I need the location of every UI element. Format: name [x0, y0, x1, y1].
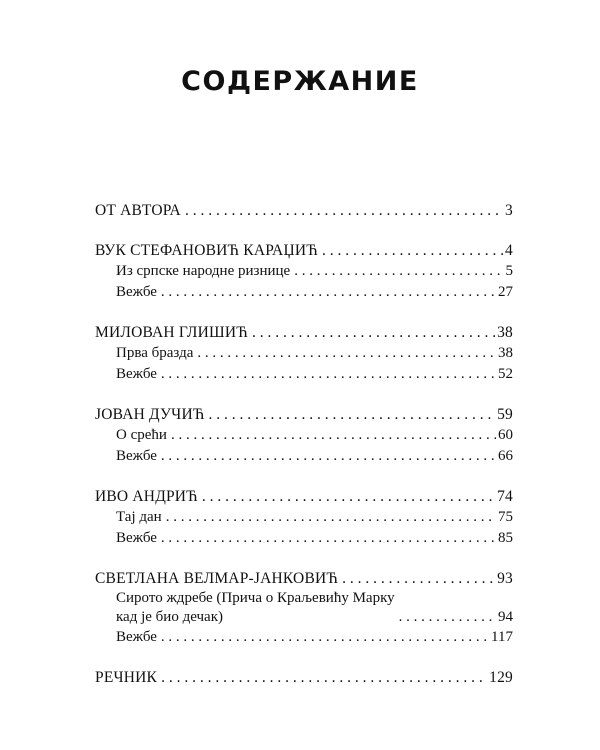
toc-subentry-title: Вежбе — [116, 366, 157, 382]
toc-section-velmar-jankovic — [95, 568, 513, 648]
dot-leader — [322, 240, 503, 261]
toc-section-karadzic — [95, 240, 513, 303]
dot-leader — [252, 322, 495, 343]
toc-page-number: 5 — [505, 263, 513, 279]
toc-subentry-title: Из српске народне ризнице — [116, 263, 291, 279]
toc-section-from-author — [95, 200, 513, 221]
toc-entry[interactable] — [95, 240, 513, 261]
dot-leader — [161, 282, 496, 303]
dot-leader — [185, 200, 503, 221]
toc-section-glossary — [95, 667, 513, 688]
toc-subentry[interactable] — [95, 507, 513, 528]
dot-leader — [161, 446, 496, 467]
toc-entry-title: ЈОВАН ДУЧИЋ — [95, 406, 205, 423]
dot-leader — [294, 261, 503, 282]
toc-section-ducic — [95, 404, 513, 467]
dot-leader — [161, 364, 496, 385]
toc-page-number: 94 — [498, 609, 513, 625]
toc-entry-title: ОТ АВТОРА — [95, 202, 181, 219]
dot-leader — [166, 507, 496, 528]
toc-subentry-title: Прва бразда — [116, 345, 194, 361]
toc-entry-title: РЕЧНИК — [95, 669, 158, 686]
toc-page-number: 117 — [491, 629, 513, 645]
toc-page-number: 129 — [489, 669, 513, 686]
toc-page-number: 38 — [498, 345, 513, 361]
toc-subentry[interactable] — [95, 627, 513, 648]
dot-leader — [202, 486, 495, 507]
toc-entry[interactable] — [95, 486, 513, 507]
toc-subentry[interactable] — [95, 364, 513, 385]
toc-subentry[interactable] — [95, 261, 513, 282]
dot-leader — [161, 627, 489, 648]
toc-page-number: 59 — [497, 406, 513, 423]
toc-entry-title: ИВО АНДРИЋ — [95, 488, 198, 505]
toc-entry-title: СВЕТЛАНА ВЕЛМАР-ЈАНКОВИЋ — [95, 570, 339, 587]
toc-subentry-title: Вежбе — [116, 629, 157, 645]
toc-subentry[interactable] — [95, 446, 513, 467]
toc-page-number: 60 — [498, 427, 513, 443]
dot-leader — [399, 608, 496, 627]
toc-subentry[interactable] — [95, 343, 513, 364]
toc-entry[interactable] — [95, 404, 513, 425]
toc-page-number: 38 — [497, 324, 513, 341]
toc-page-number: 3 — [505, 202, 513, 219]
dot-leader — [342, 568, 495, 589]
toc-subentry-title: Тај дан — [116, 509, 162, 525]
table-of-contents — [95, 200, 513, 688]
toc-section-andric — [95, 486, 513, 549]
toc-subentry-title: Вежбе — [116, 530, 157, 546]
toc-entry-title: ВУК СТЕФАНОВИЋ КАРАЏИЋ — [95, 242, 318, 259]
toc-subentry-title-line-2: кад је био дечак) — [116, 609, 223, 625]
toc-subentry[interactable] — [95, 589, 513, 627]
toc-subentry[interactable] — [95, 282, 513, 303]
toc-entry[interactable] — [95, 200, 513, 221]
toc-page-number: 74 — [497, 488, 513, 505]
toc-section-glisic — [95, 322, 513, 385]
toc-page-number: 66 — [498, 448, 513, 464]
toc-subentry-title: О срећи — [116, 427, 167, 443]
toc-entry-title: МИЛОВАН ГЛИШИЋ — [95, 324, 248, 341]
page-title: СОДЕРЖАНИЕ — [181, 66, 419, 97]
toc-page-number: 52 — [498, 366, 513, 382]
dot-leader — [209, 404, 496, 425]
toc-subentry[interactable] — [95, 425, 513, 446]
toc-subentry[interactable] — [95, 528, 513, 549]
dot-leader — [197, 343, 496, 364]
toc-subentry-title: Вежбе — [116, 448, 157, 464]
dot-leader — [171, 425, 496, 446]
toc-page-number: 75 — [498, 509, 513, 525]
toc-page-number: 27 — [498, 284, 513, 300]
toc-subentry-title-line-1: Сирото ждребе (Прича о Краљевићу Марку — [116, 590, 395, 606]
toc-entry[interactable] — [95, 568, 513, 589]
dot-leader — [161, 667, 487, 688]
toc-subentry-title — [116, 589, 395, 627]
dot-leader — [161, 528, 496, 549]
toc-entry[interactable] — [95, 667, 513, 688]
toc-subentry-title: Вежбе — [116, 284, 157, 300]
toc-page-number: 93 — [497, 570, 513, 587]
toc-entry[interactable] — [95, 322, 513, 343]
toc-page-number: 85 — [498, 530, 513, 546]
toc-page-number: 4 — [505, 242, 513, 259]
